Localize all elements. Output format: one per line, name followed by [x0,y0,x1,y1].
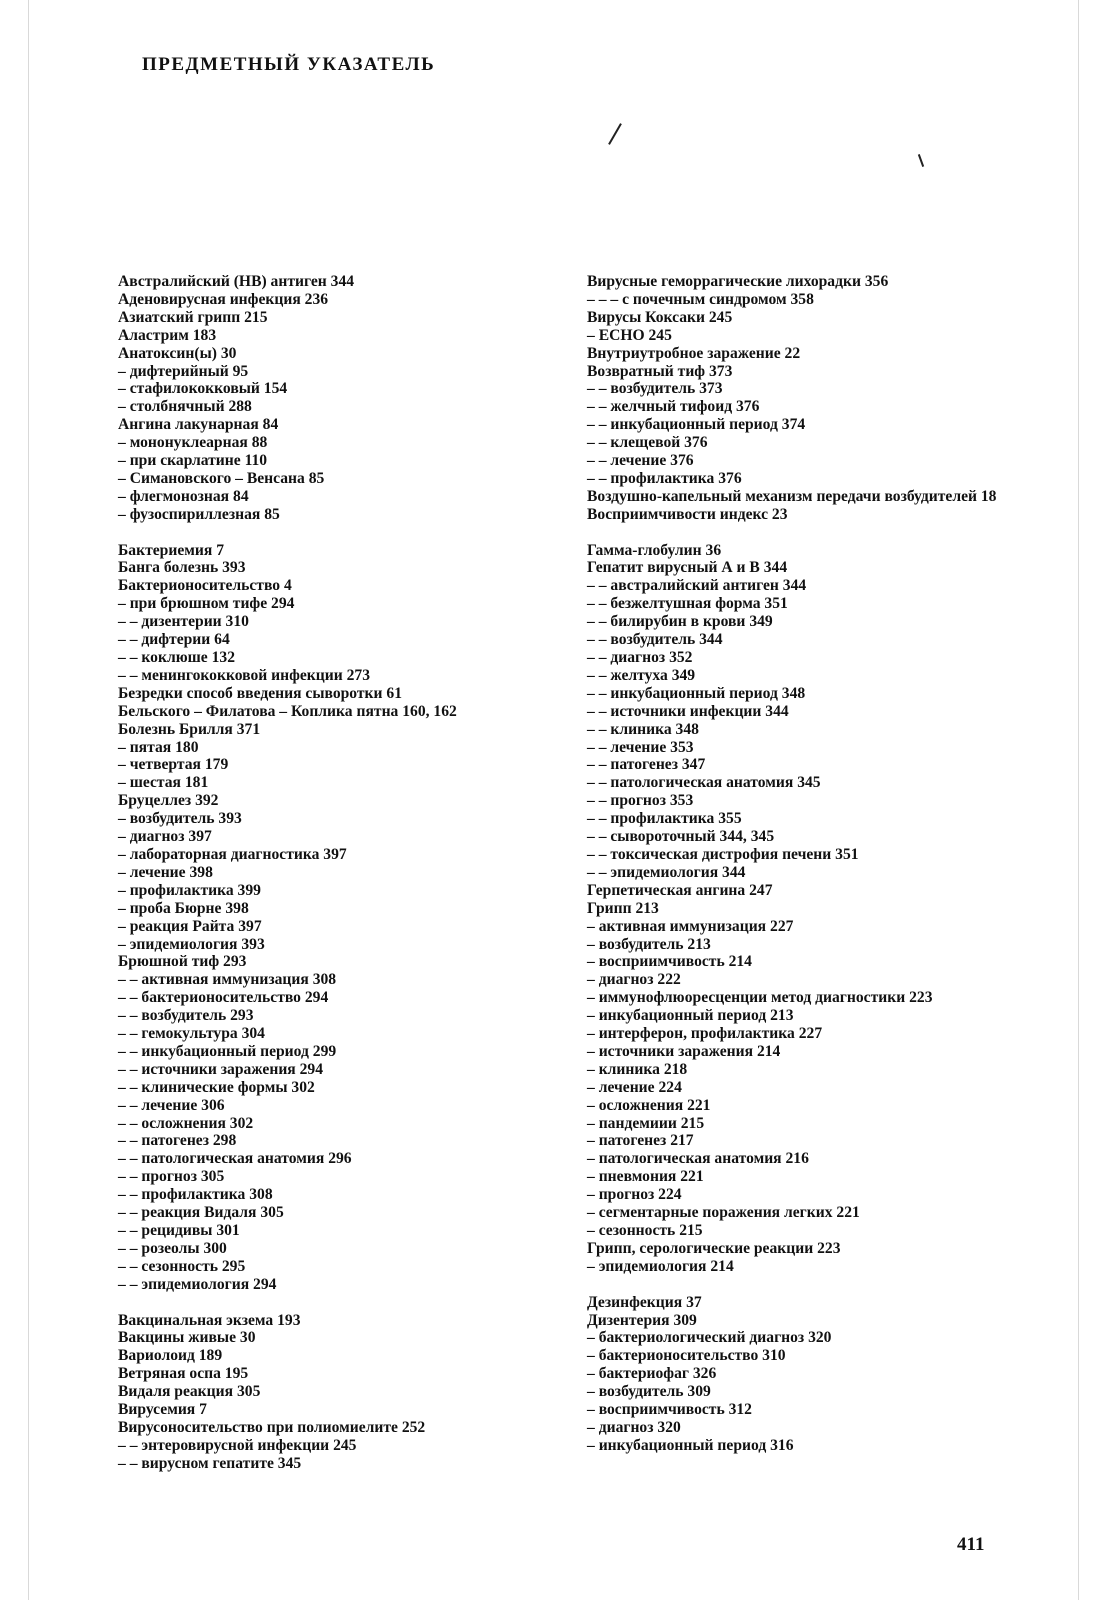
index-entry: – – клинические формы 302 [118,1078,315,1096]
index-entry: – инкубационный период 316 [587,1436,794,1454]
index-entry: – шестая 181 [118,774,209,792]
index-gap [587,1276,997,1294]
index-entry: – – реакция Видаля 305 [118,1204,284,1222]
index-entry: – при брюшном тифе 294 [118,595,295,613]
index-entry: – – источники заражения 294 [118,1060,324,1078]
index-entry: Безредки способ введения сыворотки 61 [118,684,403,702]
index-entry: – диагноз 320 [587,1418,681,1436]
index-entry: – – австралийский антиген 344 [587,577,807,595]
index-entry: – – желтуха 349 [587,666,696,684]
index-entry: Бруцеллез 392 [118,792,219,810]
index-entry: – бактериологический диагноз 320 [587,1329,832,1347]
index-entry: – бактерионосительство 310 [587,1347,786,1365]
index-entry: Воздушно-капельный механизм передачи возбудителей 18 [587,487,997,505]
index-entry: – – возбудитель 293 [118,1007,254,1025]
index-entry: – интерферон, профилактика 227 [587,1025,823,1043]
index-entry: – пятая 180 [118,738,199,756]
index-entry: – прогноз 224 [587,1186,682,1204]
index-entry: – клиника 218 [587,1060,688,1078]
index-entry: – при скарлатине 110 [118,452,268,470]
index-entry: Бактериемия 7 [118,541,224,559]
index-entry: – осложнения 221 [587,1096,711,1114]
stray-mark [918,154,924,167]
index-entry: – – патогенез 347 [587,756,706,774]
index-entry: – возбудитель 393 [118,810,242,828]
page-number: 411 [957,1534,985,1555]
index-entry: Вирусы Коксаки 245 [587,308,733,326]
index-entry: – – коклюше 132 [118,649,235,667]
index-entry: – источники заражения 214 [587,1042,781,1060]
index-entry: Банга болезнь 393 [118,559,246,577]
index-entry: – мононуклеарная 88 [118,434,268,452]
index-entry: – – источники инфекции 344 [587,702,789,720]
index-entry: – – сезонность 295 [118,1257,246,1275]
index-entry: Дизентерия 309 [587,1311,697,1329]
index-entry: – иммунофлюоресценции метод диагностики 223 [587,989,933,1007]
index-entry: – столбнячный 288 [118,398,252,416]
index-entry: Бельского – Филатова – Коплика пятна 160, 162 [118,702,457,720]
page-title: ПРЕДМЕТНЫЙ УКАЗАТЕЛЬ [142,54,436,75]
index-entry: Ветряная оспа 195 [118,1365,249,1383]
index-column-right [587,273,997,1455]
index-entry: – – диагноз 352 [587,649,693,667]
index-entry: – – вирусном гепатите 345 [118,1454,302,1472]
index-entry: – инкубационный период 213 [587,1007,794,1025]
index-entry: – бактериофаг 326 [587,1365,717,1383]
index-entry: – патогенез 217 [587,1132,694,1150]
index-entry: Восприимчивости индекс 23 [587,505,788,523]
index-entry: – восприимчивость 214 [587,953,752,971]
index-entry: Дезинфекция 37 [587,1293,702,1311]
index-entry: – – токсическая дистрофия печени 351 [587,845,859,863]
index-entry: – – билирубин в крови 349 [587,613,773,631]
index-entry: Аденовирусная инфекция 236 [118,290,329,308]
index-entry: – дифтерийный 95 [118,362,249,380]
index-entry: Брюшной тиф 293 [118,953,247,971]
index-entry: Грипп, серологические реакции 223 [587,1239,841,1257]
index-entry: Вакцины живые 30 [118,1329,256,1347]
index-entry: – – профилактика 308 [118,1186,273,1204]
index-entry: Возвратный тиф 373 [587,362,733,380]
index-entry: – – патологическая анатомия 296 [118,1150,352,1168]
index-entry: – – осложнения 302 [118,1114,254,1132]
index-entry: – диагноз 222 [587,971,681,989]
index-entry: Австралийский (HB) антиген 344 [118,273,355,290]
index-entry: – пневмония 221 [587,1168,704,1186]
index-entry: Внутриутробное заражение 22 [587,344,801,362]
index-column-left [118,273,558,1473]
index-entry: – – профилактика 355 [587,810,742,828]
index-entry: – патологическая анатомия 216 [587,1150,809,1168]
index-entry: – – рецидивы 301 [118,1222,240,1240]
index-entry: – лабораторная диагностика 397 [118,845,347,863]
index-entry: – – возбудитель 373 [587,380,723,398]
index-entry: Герпетическая ангина 247 [587,881,773,899]
index-entry: Грипп 213 [587,899,659,917]
index-entry: – – дизентерии 310 [118,613,249,631]
index-gap [587,524,997,542]
page-edge-right [1078,0,1079,1600]
index-entry: – – профилактика 376 [587,469,742,487]
index-entry: – пандемиии 215 [587,1114,705,1132]
index-entry: – эпидемиология 214 [587,1257,734,1275]
index-entry: – ECHO 245 [587,326,672,344]
index-entry: Видаля реакция 305 [118,1383,261,1401]
index-entry: – лечение 224 [587,1078,682,1096]
index-gap [118,524,558,542]
index-entry: – – патогенез 298 [118,1132,237,1150]
index-entry: – – гемокультура 304 [118,1025,265,1043]
index-entry: – – возбудитель 344 [587,631,723,649]
index-entry: – – прогноз 305 [118,1168,225,1186]
index-entry: – – клиника 348 [587,720,699,738]
index-entry: – – бактерионосительство 294 [118,989,329,1007]
index-entry: Анатоксин(ы) 30 [118,344,237,362]
index-entry: – четвертая 179 [118,756,229,774]
index-entry: Азиатский грипп 215 [118,308,268,326]
index-entry: – флегмонозная 84 [118,487,249,505]
index-entry: – – сывороточный 344, 345 [587,828,775,846]
index-entry: – проба Бюрне 398 [118,899,249,917]
page-edge-left [28,0,29,1600]
index-entry: – – – с почечным синдромом 358 [587,290,814,308]
index-entry: – – розеолы 300 [118,1239,227,1257]
index-entry: – – эпидемиология 294 [118,1275,277,1293]
index-entry: – – безжелтушная форма 351 [587,595,788,613]
index-entry: – – менингококковой инфекции 273 [118,666,371,684]
index-entry: – возбудитель 309 [587,1383,711,1401]
index-gap [118,1294,558,1312]
index-entry: – – активная иммунизация 308 [118,971,337,989]
index-entry: Бактерионосительство 4 [118,577,292,595]
index-entry: – восприимчивость 312 [587,1401,752,1419]
index-entry: – сезонность 215 [587,1222,703,1240]
index-entry: – профилактика 399 [118,881,261,899]
index-entry: Вирусоносительство при полиомиелите 252 [118,1418,426,1436]
index-entry: – – желчный тифоид 376 [587,398,760,416]
index-entry: Болезнь Брилля 371 [118,720,261,738]
index-entry: – фузоспириллезная 85 [118,505,280,523]
index-entry: – эпидемиология 393 [118,935,265,953]
index-entry: Ангина лакунарная 84 [118,416,279,434]
index-entry: – – инкубационный период 299 [118,1042,337,1060]
index-entry: – стафилококковый 154 [118,380,288,398]
index-entry: – – лечение 306 [118,1096,225,1114]
index-entry: – сегментарные поражения легких 221 [587,1204,860,1222]
index-entry: – активная иммунизация 227 [587,917,794,935]
index-entry: – – патологическая анатомия 345 [587,774,821,792]
index-entry: Вирусные геморрагические лихорадки 356 [587,273,889,290]
index-entry: – – эпидемиология 344 [587,863,746,881]
index-entry: Вакцинальная экзема 193 [118,1311,301,1329]
index-entry: – – лечение 353 [587,738,694,756]
index-entry: Аластрим 183 [118,326,217,344]
index-entry: – – прогноз 353 [587,792,694,810]
index-entry: Вариолоид 189 [118,1347,223,1365]
index-entry: – – клещевой 376 [587,434,708,452]
index-entry: Гамма-глобулин 36 [587,541,722,559]
index-entry: – диагноз 397 [118,828,212,846]
index-entry: – – инкубационный период 374 [587,416,806,434]
index-entry: – возбудитель 213 [587,935,711,953]
index-entry: Гепатит вирусный А и В 344 [587,559,788,577]
index-entry: – лечение 398 [118,863,213,881]
index-entry: – – энтеровирусной инфекции 245 [118,1436,357,1454]
index-entry: – Симановского – Венсана 85 [118,469,325,487]
stray-mark [608,123,622,145]
index-entry: – реакция Райта 397 [118,917,262,935]
index-entry: – – инкубационный период 348 [587,684,806,702]
index-entry: Вирусемия 7 [118,1401,207,1419]
index-entry: – – лечение 376 [587,452,694,470]
index-entry: – – дифтерии 64 [118,631,230,649]
